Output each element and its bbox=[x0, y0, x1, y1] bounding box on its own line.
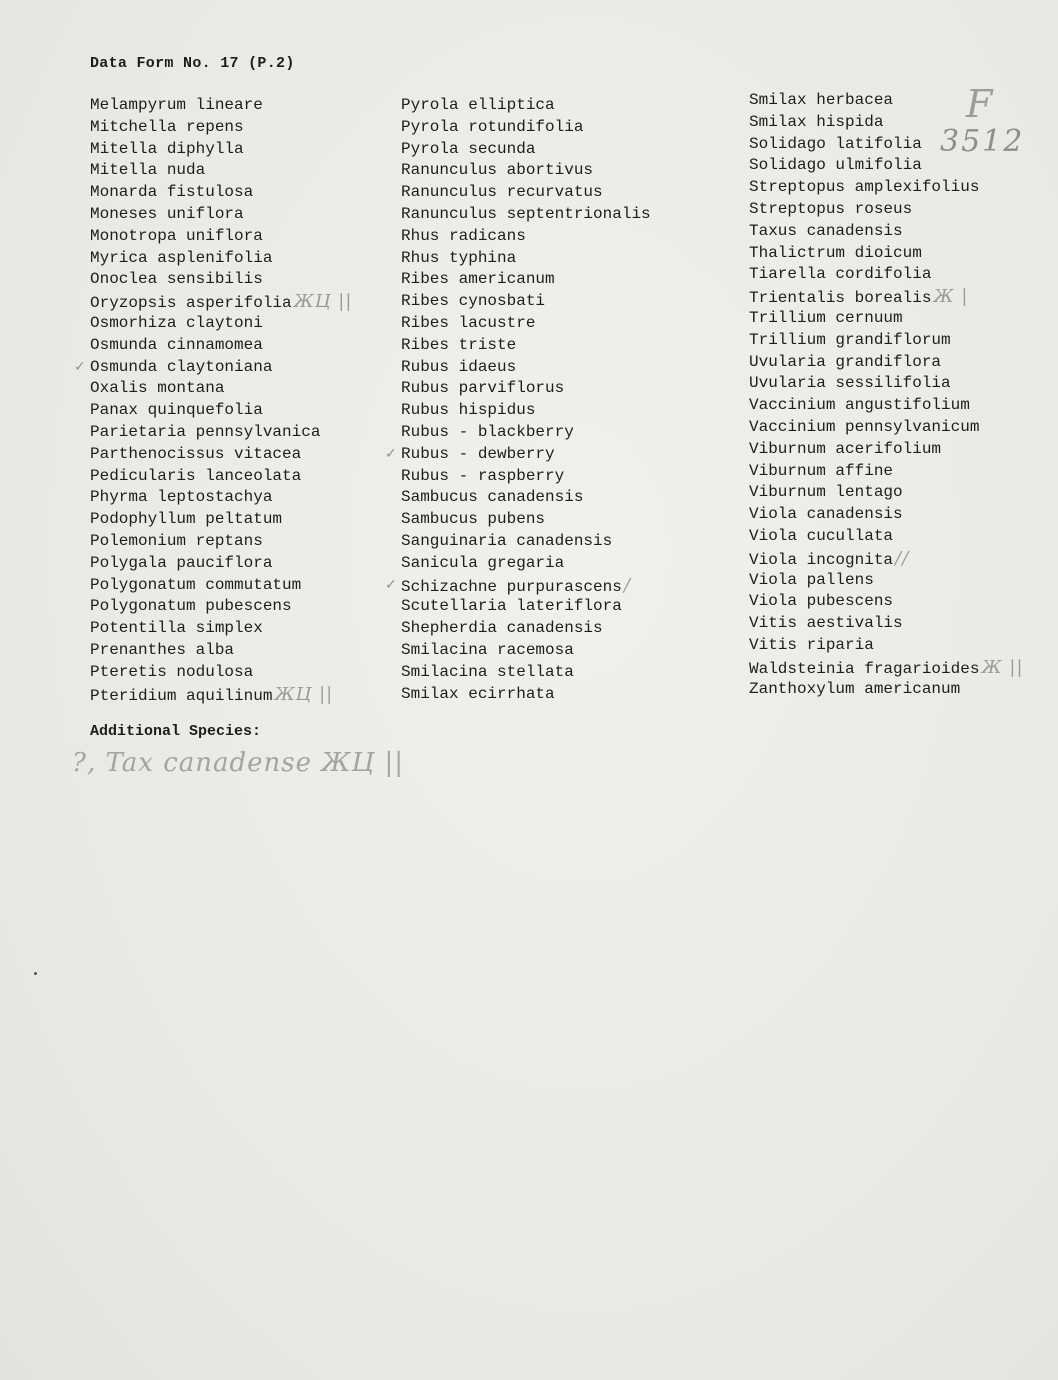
species-name: Ribes cynosbati bbox=[401, 292, 546, 311]
species-name: Smilax herbacea bbox=[749, 91, 894, 109]
species-name: Ribes triste bbox=[401, 335, 517, 354]
species-name: Mitella diphylla bbox=[90, 139, 244, 158]
species-name: Prenanthes alba bbox=[90, 640, 235, 659]
species-item bbox=[401, 640, 651, 662]
species-item bbox=[749, 112, 1024, 134]
species-name: Smilax ecirrhata bbox=[401, 684, 555, 703]
species-name: Sambucus pubens bbox=[401, 510, 546, 529]
species-name: Solidago latifolia bbox=[749, 134, 922, 153]
species-name: Smilacina stellata bbox=[401, 662, 574, 681]
species-name: Osmunda claytoniana bbox=[90, 357, 273, 376]
species-item bbox=[385, 444, 651, 466]
species-name: Rubus idaeus bbox=[401, 357, 517, 376]
species-name: Rhus radicans bbox=[401, 226, 526, 245]
species-item bbox=[90, 139, 352, 161]
species-name: Viola incognita bbox=[749, 550, 894, 569]
species-item bbox=[401, 662, 651, 684]
species-name: Pteretis nodulosa bbox=[90, 662, 254, 681]
species-name: Scutellaria lateriflora bbox=[401, 597, 622, 616]
species-name: Rubus parviflorus bbox=[401, 379, 565, 398]
species-item bbox=[90, 269, 352, 291]
species-item bbox=[90, 640, 352, 662]
species-name: Sambucus canadensis bbox=[401, 488, 584, 507]
species-item bbox=[74, 357, 352, 379]
species-item bbox=[749, 352, 1024, 374]
species-item bbox=[90, 291, 352, 313]
species-item bbox=[401, 160, 651, 182]
species-name: Ribes americanum bbox=[401, 270, 555, 289]
species-item bbox=[90, 662, 352, 684]
species-item bbox=[90, 226, 352, 248]
tally-mark: ЖЦ || bbox=[293, 291, 353, 313]
species-name: Oxalis montana bbox=[90, 379, 225, 398]
species-name: Sanguinaria canadensis bbox=[401, 531, 613, 550]
species-item bbox=[90, 553, 352, 575]
species-name: Pyrola secunda bbox=[401, 139, 536, 158]
tally-mark: Ж | bbox=[933, 286, 969, 308]
species-name: Polygonatum pubescens bbox=[90, 597, 292, 616]
species-item bbox=[90, 378, 352, 400]
species-item bbox=[401, 684, 651, 706]
form-title: Data Form No. 17 (P.2) bbox=[90, 55, 295, 72]
species-name: Phyrma leptostachya bbox=[90, 488, 273, 507]
species-item bbox=[90, 335, 352, 357]
species-name: Moneses uniflora bbox=[90, 204, 244, 223]
species-item bbox=[749, 395, 1024, 417]
species-name: Vaccinium pennsylvanicum bbox=[749, 417, 980, 436]
species-name: Onoclea sensibilis bbox=[90, 270, 263, 289]
species-name: Monarda fistulosa bbox=[90, 183, 254, 202]
checkmark-icon: ✓ bbox=[385, 576, 397, 593]
species-name: Pteridium aquilinum bbox=[90, 686, 273, 705]
species-name: Uvularia sessilifolia bbox=[749, 374, 951, 393]
species-item bbox=[90, 618, 352, 640]
species-item bbox=[401, 509, 651, 531]
species-item bbox=[90, 400, 352, 422]
species-name: Parthenocissus vitacea bbox=[90, 444, 302, 463]
species-item bbox=[749, 526, 1024, 548]
species-item bbox=[749, 548, 1024, 570]
species-column-2 bbox=[385, 95, 651, 705]
species-item bbox=[401, 291, 651, 313]
checkmark-icon: ✓ bbox=[385, 445, 397, 462]
species-name: Ranunculus septentrionalis bbox=[401, 204, 651, 223]
species-item bbox=[749, 657, 1024, 679]
species-item bbox=[749, 90, 1024, 112]
species-name: Schizachne purpurascens bbox=[401, 577, 622, 596]
species-name: Shepherdia canadensis bbox=[401, 619, 603, 638]
species-name: Solidago ulmifolia bbox=[749, 156, 922, 175]
species-item bbox=[385, 574, 651, 597]
species-name: Streptopus roseus bbox=[749, 199, 913, 218]
species-name: Pedicularis lanceolata bbox=[90, 466, 302, 485]
species-item bbox=[90, 466, 352, 488]
species-name: Osmunda cinnamomea bbox=[90, 335, 263, 354]
species-item bbox=[90, 444, 352, 466]
species-item bbox=[401, 226, 651, 248]
species-item bbox=[749, 417, 1024, 439]
species-name: Zanthoxylum americanum bbox=[749, 679, 961, 698]
additional-species-label: Additional Species: bbox=[90, 723, 262, 740]
species-name: Melampyrum lineare bbox=[90, 96, 263, 114]
tally-mark: ЖЦ || bbox=[274, 683, 334, 705]
species-item bbox=[401, 248, 651, 270]
species-name: Polygonatum commutatum bbox=[90, 575, 302, 594]
species-name: Parietaria pennsylvanica bbox=[90, 422, 321, 441]
species-column-3 bbox=[749, 90, 1024, 700]
species-name: Sanicula gregaria bbox=[401, 553, 565, 572]
species-item bbox=[401, 117, 651, 139]
species-item bbox=[401, 269, 651, 291]
species-name: Rubus hispidus bbox=[401, 401, 536, 420]
species-item bbox=[401, 466, 651, 488]
species-item bbox=[749, 155, 1024, 177]
species-item bbox=[749, 591, 1024, 613]
species-name: Streptopus amplexifolius bbox=[749, 178, 980, 197]
species-name: Vaccinium angustifolium bbox=[749, 396, 970, 415]
species-item bbox=[90, 160, 352, 182]
species-item bbox=[749, 134, 1024, 156]
species-item bbox=[749, 461, 1024, 483]
species-item bbox=[401, 313, 651, 335]
species-name: Taxus canadensis bbox=[749, 221, 903, 240]
species-item bbox=[401, 596, 651, 618]
tally-mark: // bbox=[895, 547, 910, 569]
handwritten-corner-number: 3512 bbox=[940, 124, 1025, 159]
species-item bbox=[401, 422, 651, 444]
species-item bbox=[90, 117, 352, 139]
species-item bbox=[90, 95, 352, 117]
species-item bbox=[90, 509, 352, 531]
species-name: Viburnum affine bbox=[749, 461, 894, 480]
species-name: Viburnum acerifolium bbox=[749, 439, 942, 458]
species-item bbox=[749, 199, 1024, 221]
species-item bbox=[401, 378, 651, 400]
species-name: Waldsteinia fragarioides bbox=[749, 659, 980, 678]
species-name: Rubus - dewberry bbox=[401, 444, 555, 463]
species-name: Ranunculus recurvatus bbox=[401, 183, 603, 202]
species-name: Trientalis borealis bbox=[749, 289, 932, 308]
species-item bbox=[90, 313, 352, 335]
species-item bbox=[749, 177, 1024, 199]
species-item bbox=[749, 504, 1024, 526]
handwritten-corner-letter: F bbox=[966, 82, 993, 126]
species-name: Panax quinquefolia bbox=[90, 401, 263, 420]
species-item bbox=[401, 553, 651, 575]
species-name: Myrica asplenifolia bbox=[90, 248, 273, 267]
species-name: Viola pubescens bbox=[749, 592, 894, 611]
species-item bbox=[90, 204, 352, 226]
species-item bbox=[749, 264, 1024, 286]
species-name: Pyrola rotundifolia bbox=[401, 117, 584, 136]
species-item bbox=[749, 439, 1024, 461]
species-name: Mitella nuda bbox=[90, 161, 206, 180]
species-item bbox=[401, 182, 651, 204]
species-name: Potentilla simplex bbox=[90, 619, 263, 638]
species-name: Smilacina racemosa bbox=[401, 640, 574, 659]
species-name: Polemonium reptans bbox=[90, 531, 263, 550]
species-item bbox=[749, 613, 1024, 635]
species-item bbox=[749, 570, 1024, 592]
species-item bbox=[90, 684, 352, 706]
species-item bbox=[401, 618, 651, 640]
species-name: Smilax hispida bbox=[749, 112, 884, 131]
species-item bbox=[749, 482, 1024, 504]
species-name: Rubus - blackberry bbox=[401, 422, 574, 441]
species-item bbox=[749, 243, 1024, 265]
species-name: Rubus - raspberry bbox=[401, 466, 565, 485]
paper-speck bbox=[34, 972, 37, 975]
species-item bbox=[401, 95, 651, 117]
species-item bbox=[401, 357, 651, 379]
species-item bbox=[90, 182, 352, 204]
species-name: Ranunculus abortivus bbox=[401, 161, 594, 180]
species-name: Viola canadensis bbox=[749, 505, 903, 524]
species-item bbox=[749, 635, 1024, 657]
species-column-1 bbox=[74, 95, 353, 705]
species-item bbox=[401, 400, 651, 422]
handwritten-additional-species: ?, Tax canadense ЖЦ || bbox=[72, 748, 404, 778]
species-item bbox=[749, 308, 1024, 330]
species-name: Vitis riparia bbox=[749, 635, 874, 654]
checkmark-icon: ✓ bbox=[74, 358, 86, 375]
species-name: Pyrola elliptica bbox=[401, 96, 555, 114]
species-item bbox=[401, 487, 651, 509]
species-name: Oryzopsis asperifolia bbox=[90, 294, 292, 313]
species-name: Polygala pauciflora bbox=[90, 553, 273, 572]
species-name: Ribes lacustre bbox=[401, 313, 536, 332]
species-name: Trillium grandiflorum bbox=[749, 330, 951, 349]
species-name: Viola pallens bbox=[749, 570, 874, 589]
species-item bbox=[90, 596, 352, 618]
species-item bbox=[401, 531, 651, 553]
species-name: Rhus typhina bbox=[401, 248, 517, 267]
species-name: Monotropa uniflora bbox=[90, 226, 263, 245]
species-item bbox=[749, 286, 1024, 308]
species-name: Uvularia grandiflora bbox=[749, 352, 942, 371]
species-item bbox=[749, 373, 1024, 395]
species-item bbox=[401, 204, 651, 226]
species-item bbox=[401, 139, 651, 161]
species-item bbox=[90, 487, 352, 509]
tally-mark: Ж || bbox=[981, 656, 1024, 678]
species-name: Tiarella cordifolia bbox=[749, 265, 932, 284]
tally-mark: / bbox=[623, 574, 631, 596]
species-name: Thalictrum dioicum bbox=[749, 243, 922, 262]
species-name: Vitis aestivalis bbox=[749, 614, 903, 633]
species-name: Viola cucullata bbox=[749, 526, 894, 545]
species-item bbox=[90, 531, 352, 553]
species-item bbox=[749, 221, 1024, 243]
species-name: Viburnum lentago bbox=[749, 483, 903, 502]
species-item bbox=[401, 335, 651, 357]
species-name: Mitchella repens bbox=[90, 117, 244, 136]
species-item bbox=[749, 679, 1024, 701]
species-item bbox=[749, 330, 1024, 352]
species-name: Osmorhiza claytoni bbox=[90, 313, 263, 332]
species-item bbox=[90, 422, 352, 444]
species-name: Trillium cernuum bbox=[749, 308, 903, 327]
species-item bbox=[90, 248, 352, 270]
species-item bbox=[90, 575, 352, 597]
species-name: Podophyllum peltatum bbox=[90, 510, 283, 529]
